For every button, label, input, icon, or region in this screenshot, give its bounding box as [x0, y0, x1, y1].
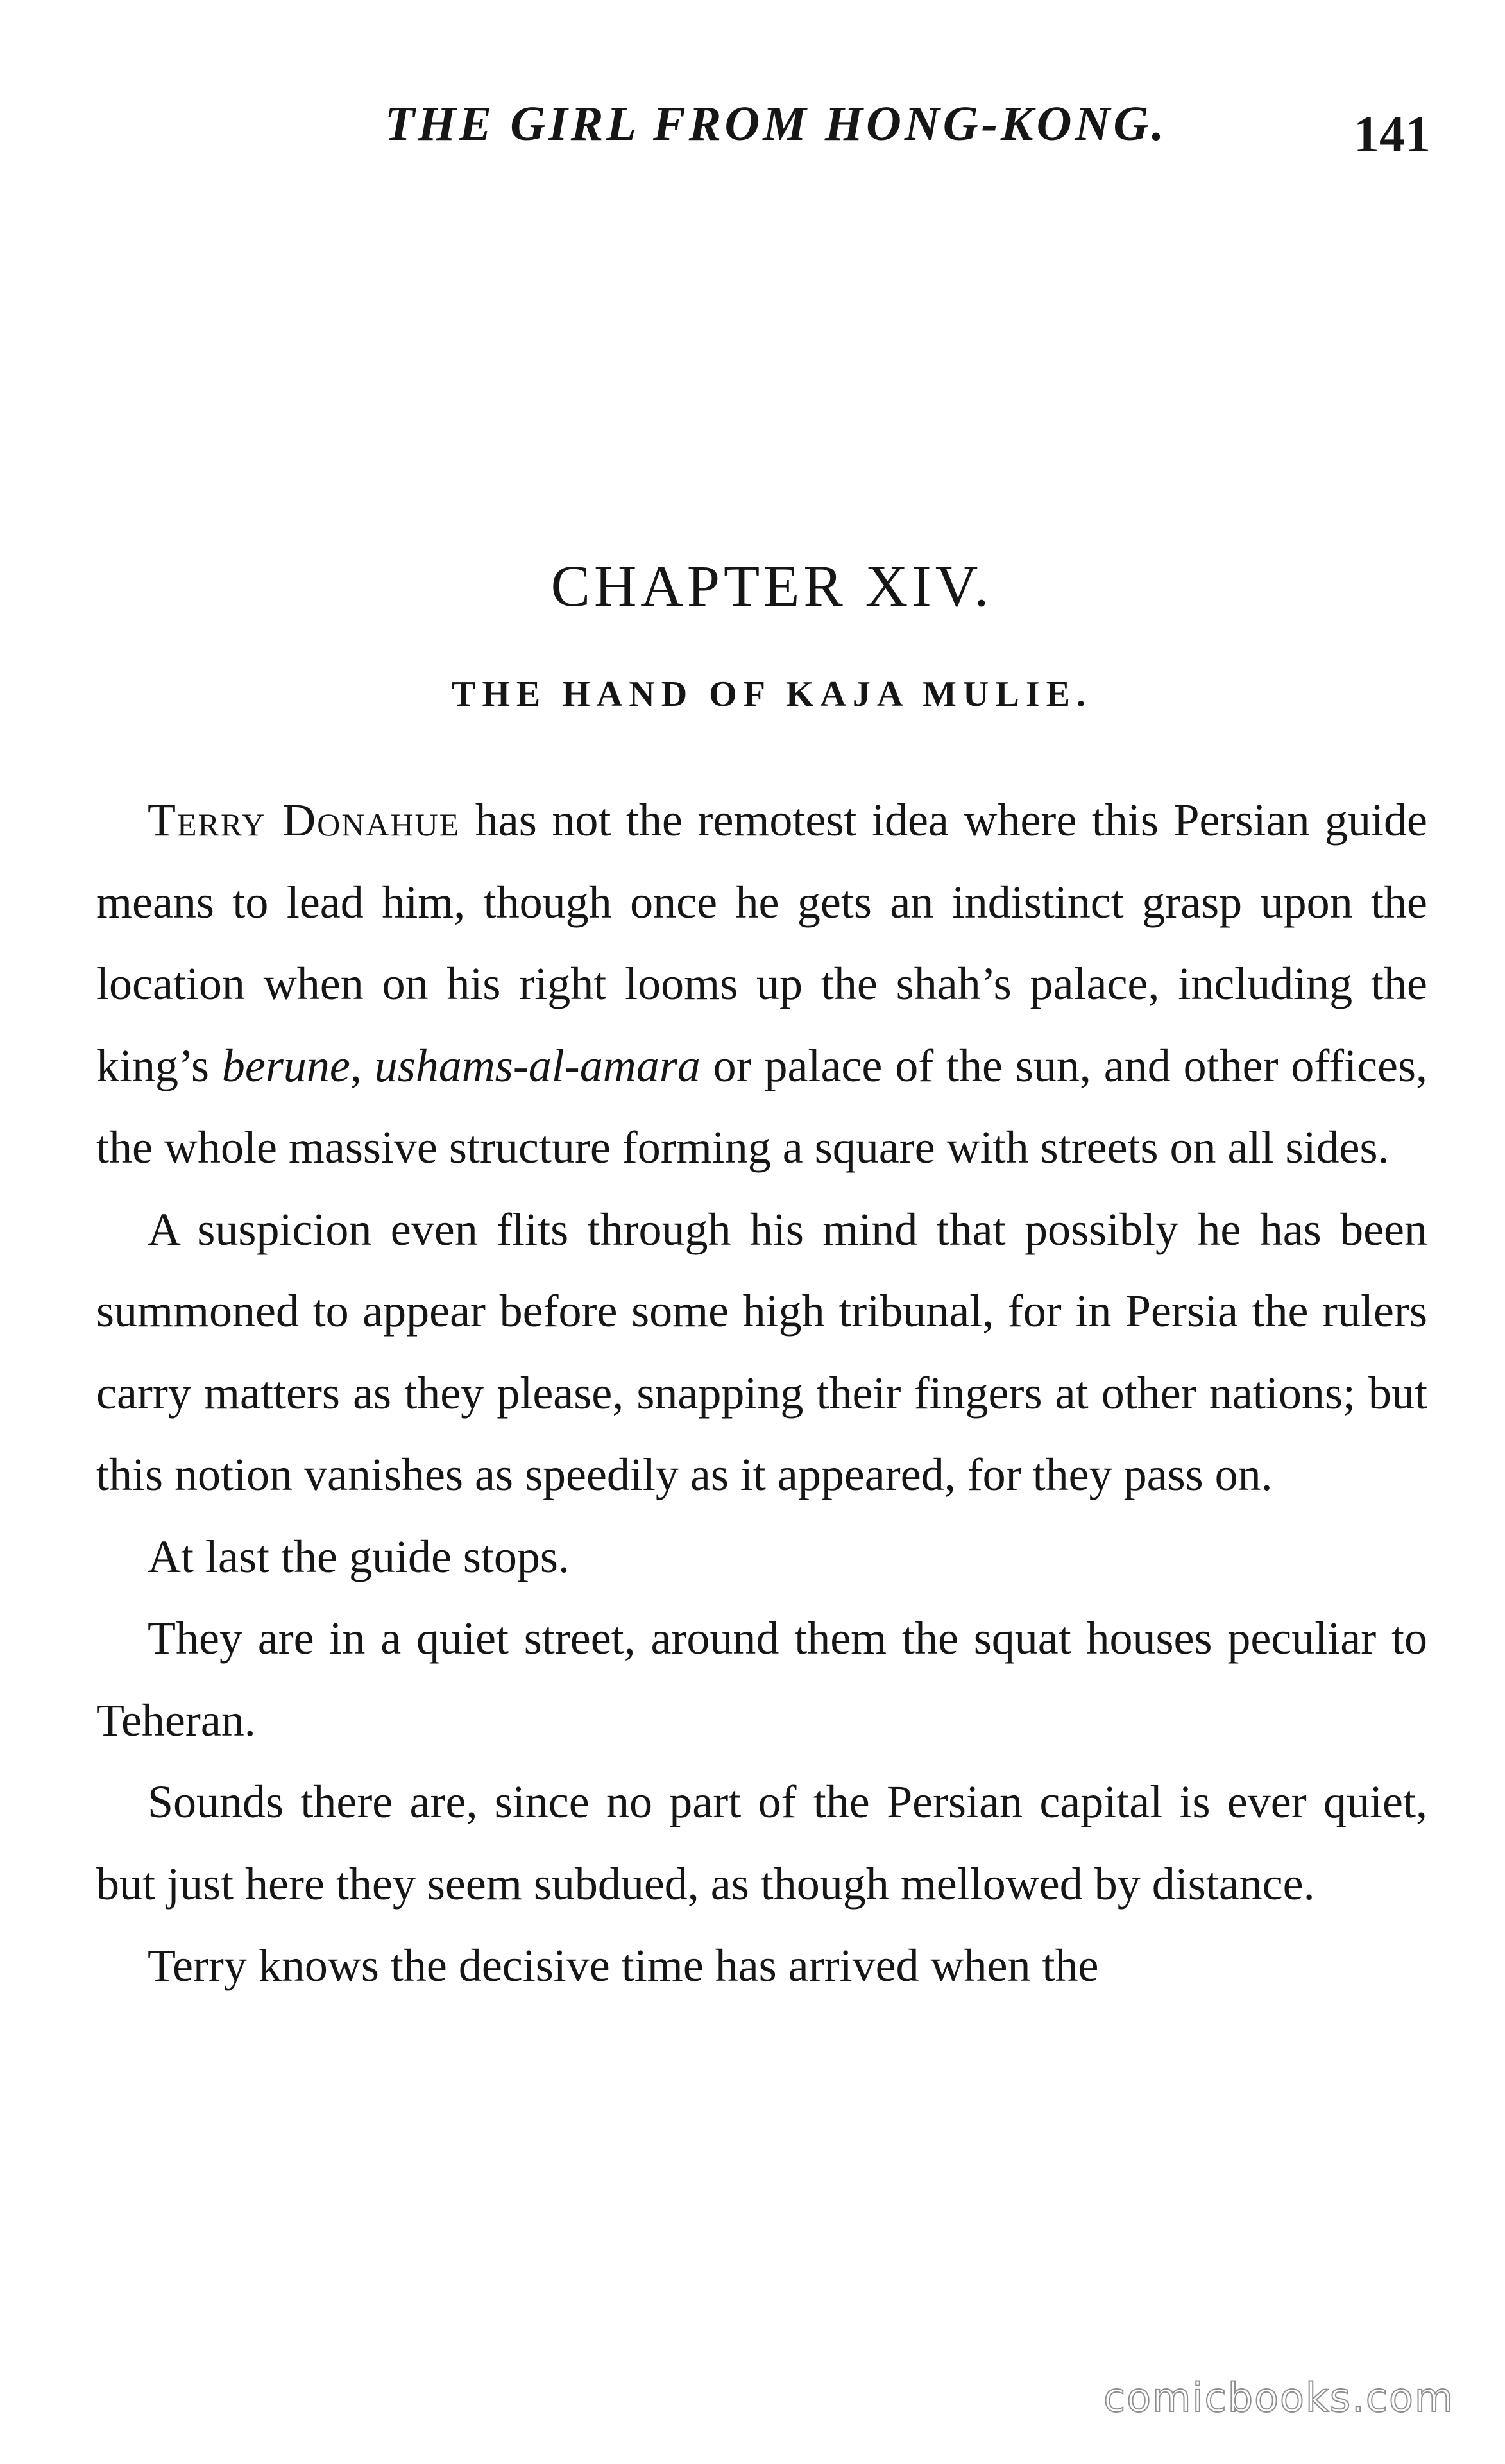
paragraph-text: has not the remotest idea where this Persian guide means to lead him, though once he gets an indistinct grasp upon the location when on his right looms up the shah’s palace, including the king’s	[96, 794, 1427, 1091]
italic-term: berune	[221, 1040, 350, 1091]
chapter-body	[96, 780, 1427, 2007]
paragraph-3: At last the guide stops.	[148, 1530, 570, 1582]
paragraph-2: A suspicion even flits through his mind that possibly he has been summoned to appear before some high tribunal, for in Persia the rulers carry matters as they please, snapping their fingers at other nations; but this notion vanishes as speedily as it appeared, for they pass on.	[96, 1203, 1427, 1500]
running-head: THE GIRL FROM HONG-KONG.	[385, 97, 1168, 151]
paragraph-1	[96, 780, 1427, 1189]
watermark: comicbooks.com	[1103, 2374, 1455, 2421]
italic-term: ushams-al-amara	[374, 1040, 701, 1091]
page-number: 141	[1354, 107, 1431, 163]
paragraph-text: or palace of the sun, and other offices, the whole massive structure forming a square with streets on all sides.	[96, 1040, 1428, 1173]
chapter-subtitle: THE HAND OF KAJA MULIE.	[452, 674, 1092, 714]
paragraph-4: They are in a quiet street, around them the squat houses peculiar to Teheran.	[96, 1613, 1427, 1746]
character-name: Terry Donahue	[148, 794, 461, 846]
paragraph-5: Sounds there are, since no part of the Persian capital is ever quiet, but just here they seem subdued, as though mellowed by distance.	[96, 1776, 1427, 1910]
chapter-title: CHAPTER XIV.	[550, 553, 993, 619]
paragraph-text: ,	[350, 1040, 375, 1091]
paragraph-6: Terry knows the decisive time has arrived when the	[148, 1940, 1099, 1991]
